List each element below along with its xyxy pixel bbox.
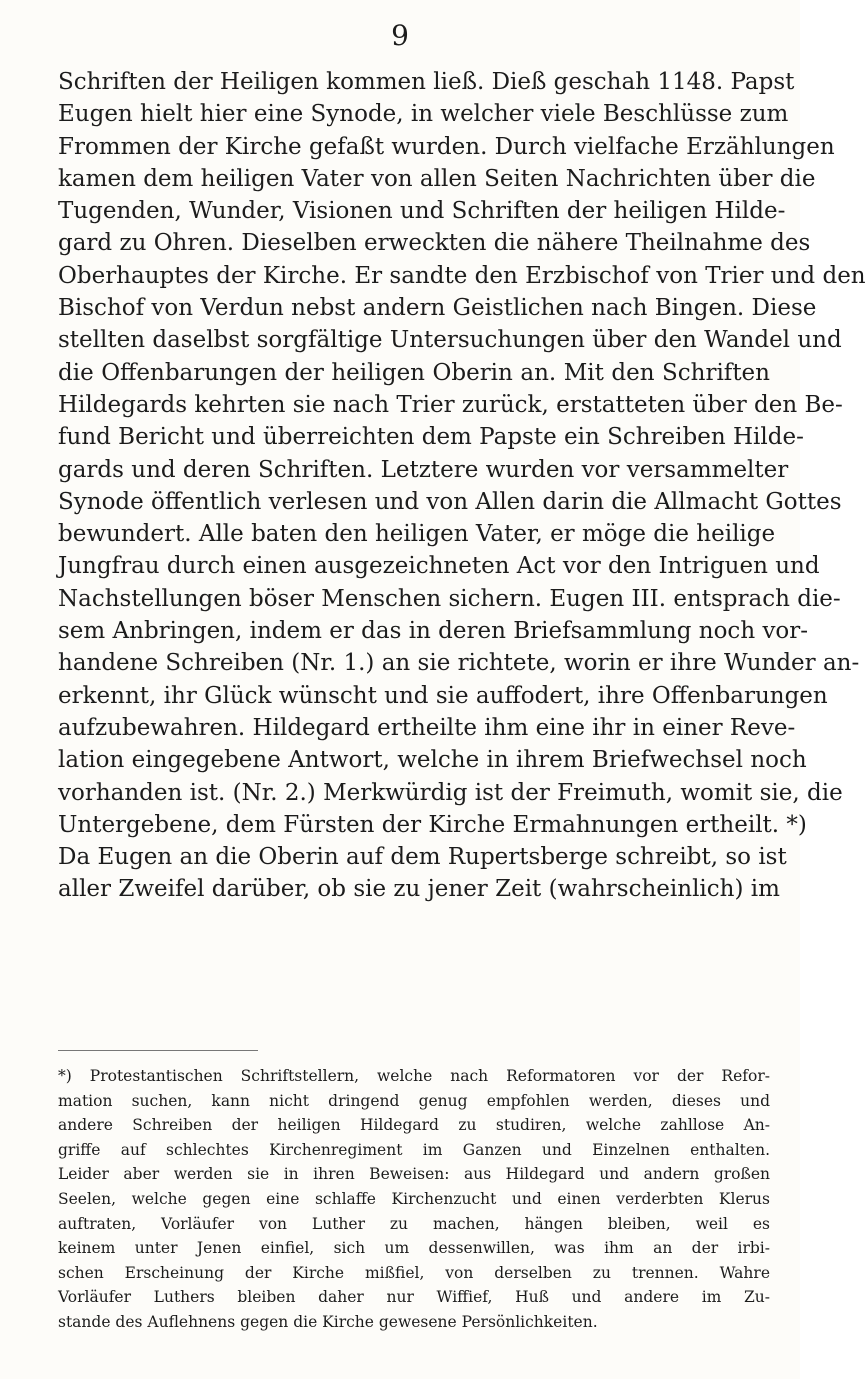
footnote-line: schen Erscheinung der Kirche mißfiel, von derselben zu trennen. Wahre [58, 1263, 770, 1282]
body-line: erkennt, ihr Glück wünscht und sie auffodert, ihre Offenbarungen [58, 682, 828, 709]
body-line: Nachstellungen böser Menschen sichern. Eugen III. entsprach die- [58, 585, 841, 612]
body-line: Tugenden, Wunder, Visionen und Schriften der heiligen Hilde- [58, 198, 786, 225]
body-line: kamen dem heiligen Vater von allen Seiten Nachrichten über die [58, 165, 816, 192]
footnote-line: auftraten, Vorläufer von Luther zu machen, hängen bleiben, weil es [58, 1214, 770, 1233]
footnote-line: andere Schreiben der heiligen Hildegard zu studiren, welche zahllose An- [58, 1116, 770, 1135]
body-line: handene Schreiben (Nr. 1.) an sie richtete, worin er ihre Wunder an- [58, 650, 860, 677]
footnote-line: Leider aber werden sie in ihren Beweisen: aus Hildegard und andern großen [58, 1165, 770, 1184]
page-number: 9 [391, 19, 409, 52]
body-line: stellten daselbst sorgfältige Untersuchungen über den Wandel und [58, 327, 842, 354]
body-line: Eugen hielt hier eine Synode, in welcher viele Beschlüsse zum [58, 101, 789, 128]
body-line: Schriften der Heiligen kommen ließ. Dieß geschah 1148. Papst [58, 69, 795, 95]
footnote-line: Seelen, welche gegen eine schlaffe Kirchenzucht und einen verderbten Klerus [58, 1189, 770, 1208]
body-line: aller Zweifel darüber, ob sie zu jener Zeit (wahrscheinlich) im [58, 876, 780, 903]
body-line: Da Eugen an die Oberin auf dem Rupertsberge schreibt, so ist [58, 844, 787, 871]
body-line: Frommen der Kirche gefaßt wurden. Durch vielfache Erzählungen [58, 133, 835, 160]
body-line: die Offenbarungen der heiligen Oberin an. Mit den Schriften [58, 359, 770, 386]
footnote-line: mation suchen, kann nicht dringend genug empfohlen werden, dieses und [58, 1091, 770, 1110]
body-line: Oberhauptes der Kirche. Er sandte den Erzbischof von Trier und den [58, 262, 866, 289]
footnote-line: *) Protestantischen Schriftstellern, welche nach Reformatoren vor der Refor- [58, 1067, 770, 1085]
body-line: Bischof von Verdun nebst andern Geistlichen nach Bingen. Diese [58, 295, 817, 322]
body-line: vorhanden ist. (Nr. 2.) Merkwürdig ist der Freimuth, womit sie, die [58, 779, 843, 806]
body-line: Hildegards kehrten sie nach Trier zurück, erstatteten über den Be- [58, 391, 843, 418]
body-line: bewundert. Alle baten den heiligen Vater, er möge die heilige [58, 521, 776, 548]
body-line: Synode öffentlich verlesen und von Allen darin die Allmacht Gottes [58, 488, 842, 515]
footnote-line: keinem unter Jenen einfiel, sich um dessenwillen, was ihm an der irbi- [58, 1239, 770, 1258]
footnote-line: stande des Auflehnens gegen die Kirche gewesene Persönlichkeiten. [58, 1312, 598, 1331]
body-line: gard zu Ohren. Dieselben erweckten die nähere Theilnahme des [58, 230, 811, 257]
body-line: aufzubewahren. Hildegard ertheilte ihm eine ihr in einer Reve- [58, 714, 796, 741]
body-line: lation eingegebene Antwort, welche in ihrem Briefwechsel noch [58, 747, 807, 774]
body-line: gards und deren Schriften. Letztere wurden vor versammelter [58, 456, 789, 483]
footnote-divider [58, 1050, 258, 1051]
footnote [58, 1064, 770, 1335]
main-text [58, 66, 866, 906]
footnote-line: Vorläufer Luthers bleiben daher nur Wiffief, Huß und andere im Zu- [58, 1288, 770, 1307]
body-line: Untergebene, dem Fürsten der Kirche Ermahnungen ertheilt. *) [58, 811, 807, 838]
body-line: Jungfrau durch einen ausgezeichneten Act vor den Intriguen und [58, 553, 820, 580]
body-line: sem Anbringen, indem er das in deren Briefsammlung noch vor- [58, 618, 809, 645]
footnote-line: griffe auf schlechtes Kirchenregiment im Ganzen und Einzelnen enthalten. [58, 1140, 770, 1159]
body-line: fund Bericht und überreichten dem Papste ein Schreiben Hilde- [58, 424, 804, 451]
